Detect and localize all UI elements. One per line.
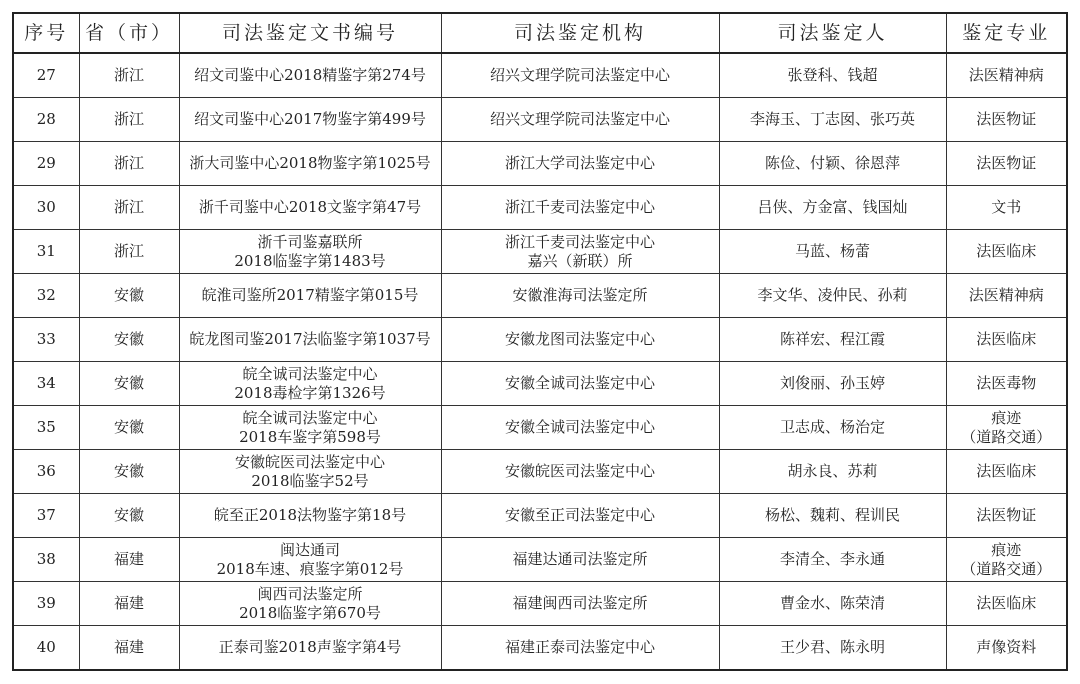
table-row <box>13 318 1067 362</box>
cell-specialty <box>946 98 1067 142</box>
appraisal-table <box>12 12 1068 671</box>
cell-institution <box>441 450 719 494</box>
cell-doc-number-line: 2018车速、痕鉴字第012号 <box>216 559 404 578</box>
cell-institution <box>441 538 719 582</box>
cell-appraisers: 张登科、钱超 <box>719 53 946 98</box>
table-row <box>13 626 1067 671</box>
cell-institution <box>441 362 719 406</box>
cell-appraisers: 胡永良、苏莉 <box>719 450 946 494</box>
cell-province: 安徽 <box>79 274 179 318</box>
cell-appraisers: 陈俭、付颖、徐恩萍 <box>719 142 946 186</box>
table-row <box>13 142 1067 186</box>
cell-institution-line: 安徽全诚司法鉴定中心 <box>504 418 655 436</box>
cell-specialty <box>946 318 1067 362</box>
cell-doc-number <box>179 53 441 98</box>
cell-specialty <box>946 406 1067 450</box>
table-row <box>13 582 1067 626</box>
header-institution: 司法鉴定机构 <box>441 13 719 53</box>
cell-specialty-line: 法医精神病 <box>968 66 1044 84</box>
cell-no: 37 <box>13 494 79 538</box>
cell-institution <box>441 186 719 230</box>
table-row <box>13 186 1067 230</box>
cell-doc-number-line: 皖淮司鉴所2017精鉴字第015号 <box>201 286 419 304</box>
cell-appraisers: 刘俊丽、孙玉婷 <box>719 362 946 406</box>
cell-specialty <box>946 274 1067 318</box>
cell-institution <box>441 230 719 274</box>
cell-doc-number <box>179 626 441 671</box>
cell-province: 福建 <box>79 582 179 626</box>
cell-appraisers: 卫志成、杨治定 <box>719 406 946 450</box>
cell-specialty-line: 文书 <box>991 198 1022 216</box>
cell-doc-number-line: 闽达通司 <box>279 540 340 559</box>
table-row <box>13 274 1067 318</box>
table-row <box>13 230 1067 274</box>
table-row <box>13 538 1067 582</box>
cell-doc-number-line: 绍文司鉴中心2018精鉴字第274号 <box>194 66 426 84</box>
cell-specialty-line: 法医临床 <box>976 242 1037 260</box>
table-row <box>13 98 1067 142</box>
cell-province: 浙江 <box>79 53 179 98</box>
cell-doc-number-line: 皖至正2018法物鉴字第18号 <box>213 506 407 524</box>
cell-institution-line: 浙江大学司法鉴定中心 <box>504 154 655 172</box>
cell-province: 福建 <box>79 626 179 671</box>
cell-province: 安徽 <box>79 450 179 494</box>
cell-institution-line: 福建达通司法鉴定所 <box>512 550 648 568</box>
cell-institution <box>441 582 719 626</box>
cell-province: 安徽 <box>79 318 179 362</box>
cell-specialty-line: 法医临床 <box>976 330 1037 348</box>
header-no: 序号 <box>13 13 79 53</box>
cell-province: 浙江 <box>79 142 179 186</box>
cell-specialty-line: 痕迹 <box>991 408 1022 427</box>
cell-specialty-line: 法医临床 <box>976 594 1037 612</box>
cell-institution-line: 浙江千麦司法鉴定中心 <box>504 232 655 251</box>
cell-specialty-line: 声像资料 <box>976 638 1037 656</box>
cell-province: 浙江 <box>79 98 179 142</box>
cell-specialty-line: 法医临床 <box>976 462 1037 480</box>
cell-specialty-line: 法医物证 <box>976 110 1037 128</box>
cell-institution <box>441 98 719 142</box>
cell-doc-number <box>179 406 441 450</box>
cell-no: 30 <box>13 186 79 230</box>
cell-doc-number <box>179 230 441 274</box>
cell-doc-number-line: 2018临鉴字第1483号 <box>234 251 386 270</box>
cell-doc-number-line: 2018临鉴字52号 <box>251 471 369 490</box>
table-row <box>13 362 1067 406</box>
cell-specialty <box>946 230 1067 274</box>
cell-institution <box>441 53 719 98</box>
cell-doc-number-line: 正泰司鉴2018声鉴字第4号 <box>218 638 402 656</box>
cell-specialty <box>946 538 1067 582</box>
cell-doc-number-line: 皖龙图司鉴2017法临鉴字第1037号 <box>189 330 431 348</box>
cell-institution <box>441 406 719 450</box>
cell-no: 29 <box>13 142 79 186</box>
cell-doc-number-line: 绍文司鉴中心2017物鉴字第499号 <box>194 110 426 128</box>
cell-no: 28 <box>13 98 79 142</box>
cell-doc-number <box>179 450 441 494</box>
cell-institution-line: 安徽皖医司法鉴定中心 <box>504 462 655 480</box>
cell-institution <box>441 494 719 538</box>
cell-appraisers: 李清全、李永通 <box>719 538 946 582</box>
cell-doc-number <box>179 186 441 230</box>
cell-no: 35 <box>13 406 79 450</box>
cell-doc-number <box>179 142 441 186</box>
cell-doc-number <box>179 274 441 318</box>
cell-doc-number-line: 浙千司鉴中心2018文鉴字第47号 <box>198 198 422 216</box>
cell-province: 浙江 <box>79 186 179 230</box>
cell-specialty <box>946 494 1067 538</box>
cell-institution <box>441 626 719 671</box>
cell-institution <box>441 142 719 186</box>
cell-specialty-line: 痕迹 <box>991 540 1022 559</box>
cell-specialty <box>946 53 1067 98</box>
cell-appraisers: 陈祥宏、程江霞 <box>719 318 946 362</box>
cell-institution-line: 绍兴文理学院司法鉴定中心 <box>489 66 670 84</box>
cell-specialty-line: 法医精神病 <box>968 286 1044 304</box>
cell-institution-line: 嘉兴（新联）所 <box>527 251 633 270</box>
cell-institution-line: 安徽龙图司法鉴定中心 <box>504 330 655 348</box>
cell-no: 33 <box>13 318 79 362</box>
cell-specialty <box>946 582 1067 626</box>
cell-no: 40 <box>13 626 79 671</box>
cell-specialty <box>946 450 1067 494</box>
table-row <box>13 450 1067 494</box>
cell-specialty <box>946 186 1067 230</box>
cell-institution-line: 安徽淮海司法鉴定所 <box>512 286 648 304</box>
table-row <box>13 53 1067 98</box>
cell-appraisers: 杨松、魏莉、程训民 <box>719 494 946 538</box>
cell-specialty-line: 法医毒物 <box>976 374 1037 392</box>
cell-institution-line: 安徽至正司法鉴定中心 <box>504 506 655 524</box>
cell-doc-number <box>179 582 441 626</box>
cell-appraisers: 王少君、陈永明 <box>719 626 946 671</box>
cell-appraisers: 李海玉、丁志囡、张巧英 <box>719 98 946 142</box>
cell-doc-number-line: 皖全诚司法鉴定中心 <box>242 408 378 427</box>
cell-doc-number <box>179 494 441 538</box>
cell-institution-line: 安徽全诚司法鉴定中心 <box>504 374 655 392</box>
cell-doc-number-line: 皖全诚司法鉴定中心 <box>242 364 378 383</box>
cell-doc-number-line: 安徽皖医司法鉴定中心 <box>234 452 385 471</box>
cell-doc-number-line: 浙大司鉴中心2018物鉴字第1025号 <box>189 154 431 172</box>
cell-institution-line: 福建正泰司法鉴定中心 <box>504 638 655 656</box>
cell-doc-number <box>179 98 441 142</box>
table-row <box>13 406 1067 450</box>
cell-no: 31 <box>13 230 79 274</box>
header-row <box>13 13 1067 53</box>
cell-doc-number <box>179 318 441 362</box>
cell-institution <box>441 274 719 318</box>
cell-province: 安徽 <box>79 362 179 406</box>
cell-specialty-line: 法医物证 <box>976 154 1037 172</box>
cell-institution <box>441 318 719 362</box>
cell-doc-number <box>179 362 441 406</box>
cell-doc-number-line: 闽西司法鉴定所 <box>257 584 363 603</box>
table-row <box>13 494 1067 538</box>
cell-province: 安徽 <box>79 494 179 538</box>
cell-specialty <box>946 142 1067 186</box>
cell-province: 安徽 <box>79 406 179 450</box>
cell-doc-number-line: 2018车鉴字第598号 <box>239 427 381 446</box>
cell-doc-number <box>179 538 441 582</box>
cell-doc-number-line: 浙千司鉴嘉联所 <box>257 232 363 251</box>
header-appraisers: 司法鉴定人 <box>719 13 946 53</box>
cell-institution-line: 浙江千麦司法鉴定中心 <box>504 198 655 216</box>
cell-appraisers: 吕侠、方金富、钱国灿 <box>719 186 946 230</box>
cell-no: 38 <box>13 538 79 582</box>
header-specialty: 鉴定专业 <box>946 13 1067 53</box>
cell-institution-line: 福建闽西司法鉴定所 <box>512 594 648 612</box>
cell-doc-number-line: 2018毒检字第1326号 <box>234 383 386 402</box>
cell-institution-line: 绍兴文理学院司法鉴定中心 <box>489 110 670 128</box>
header-province: 省（市） <box>79 13 179 53</box>
cell-no: 39 <box>13 582 79 626</box>
cell-province: 福建 <box>79 538 179 582</box>
cell-no: 36 <box>13 450 79 494</box>
cell-specialty <box>946 626 1067 671</box>
cell-no: 27 <box>13 53 79 98</box>
cell-specialty-line: （道路交通） <box>961 559 1052 578</box>
cell-appraisers: 马蓝、杨蕾 <box>719 230 946 274</box>
cell-appraisers: 李文华、凌仲民、孙莉 <box>719 274 946 318</box>
cell-appraisers: 曹金水、陈荣清 <box>719 582 946 626</box>
header-doc-number: 司法鉴定文书编号 <box>179 13 441 53</box>
cell-no: 32 <box>13 274 79 318</box>
cell-province: 浙江 <box>79 230 179 274</box>
cell-specialty-line: （道路交通） <box>961 427 1052 446</box>
cell-specialty-line: 法医物证 <box>976 506 1037 524</box>
cell-specialty <box>946 362 1067 406</box>
cell-doc-number-line: 2018临鉴字第670号 <box>239 603 381 622</box>
cell-no: 34 <box>13 362 79 406</box>
